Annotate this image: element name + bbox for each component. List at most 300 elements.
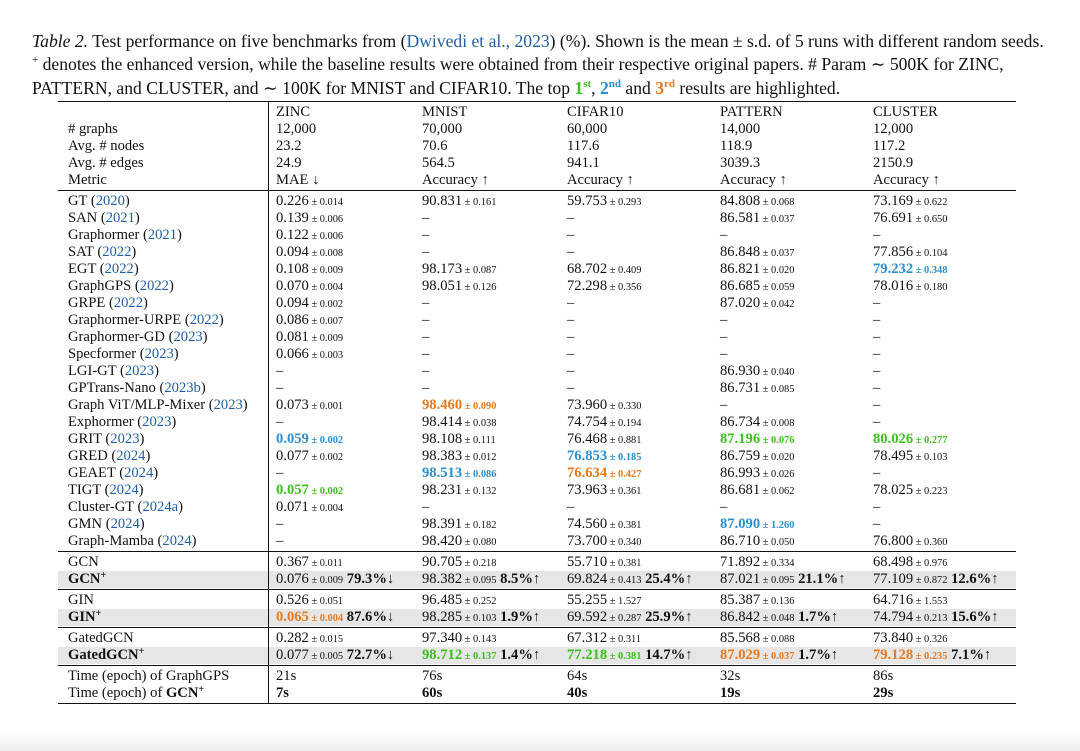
std-value: ± 0.326 [913,634,948,645]
result-cell [720,227,727,244]
result-cell [276,329,343,347]
std-value: ± 0.087 [462,265,497,276]
improvement-value: 8.5%↑ [496,571,541,587]
column-separator [268,626,269,666]
table-row [58,554,1016,571]
result-cell [873,533,947,551]
mean-value: 78.016 [873,278,914,294]
result-cell [422,482,496,500]
time-value: 7s [276,685,289,701]
result-cell [567,630,641,648]
model-label: Graph ViT/MLP-Mixer ( [68,397,214,413]
result-cell [567,380,574,397]
std-value: ± 0.143 [462,634,497,645]
result-cell [873,499,880,516]
model-label: ) [200,380,206,396]
caption-citation-link[interactable]: Dwivedi et al., 2023 [406,31,550,51]
citation-link[interactable]: 2023 [144,346,174,362]
result-cell [873,346,880,363]
result-cell [276,571,394,589]
mean-value: – [873,295,881,311]
model-label: ) [145,448,151,464]
model-name [68,261,139,278]
mean-value: 86.710 [720,533,761,549]
std-value: ± 0.111 [462,435,496,446]
result-cell [422,397,496,415]
result-cell [720,210,794,228]
result-cell [720,499,727,516]
mean-value: – [873,414,881,430]
mean-value: 55.710 [567,554,608,570]
std-value: ± 0.095 [760,575,795,586]
std-value: ± 0.881 [607,435,642,446]
stat-value: 12,000 [276,121,317,137]
model-name [68,244,136,261]
column-separator [268,102,269,191]
std-value: ± 0.381 [607,558,642,569]
table-row [58,312,1016,329]
mean-value: 98.285 [422,609,463,625]
result-cell [422,414,496,432]
std-value: ± 0.340 [607,537,642,548]
model-name [68,414,176,431]
result-cell [873,312,880,329]
std-value: ± 0.005 [308,651,344,662]
table-rule [58,190,1016,191]
stat-value: Accuracy ↑ [720,172,787,188]
result-cell [422,630,496,648]
legend-first: 1st [574,77,592,98]
mean-value: – [873,465,881,481]
model-label: GRIT ( [68,431,111,447]
result-cell [873,592,947,610]
legend-second: 2nd [599,77,621,98]
result-cell [422,516,496,534]
table-row [58,261,1016,278]
mean-value: 90.831 [422,193,463,209]
citation-link[interactable]: 2022 [189,312,219,328]
model-label: GEAET ( [68,465,125,481]
model-name [68,295,148,312]
mean-value: 98.173 [422,261,463,277]
model-label: Graph-Mamba ( [68,533,163,549]
table-rule [58,551,1016,552]
std-value: ± 0.293 [607,197,642,208]
model-name [68,448,150,465]
result-cell [720,431,794,449]
citation-link[interactable]: 2023b [164,380,201,396]
result-cell [567,346,574,363]
std-value: ± 0.252 [462,596,497,607]
table-row [58,571,1016,588]
result-cell [276,363,283,380]
std-value: ± 0.040 [760,367,795,378]
table-row [58,329,1016,346]
mean-value: 0.226 [276,193,309,209]
result-cell [873,193,947,211]
citation-link[interactable]: 2021 [147,227,178,243]
mean-value: – [873,397,881,413]
time-value: 21s [276,668,297,684]
mean-value: 55.255 [567,592,608,608]
std-value: ± 0.360 [913,537,948,548]
result-cell [422,278,496,296]
mean-value: 0.282 [276,630,309,646]
std-value: ± 0.085 [760,384,795,395]
std-value: ± 0.068 [760,197,795,208]
mean-value: – [422,295,430,311]
model-label: ) [139,431,145,447]
result-cell [276,592,343,610]
model-name [68,193,130,210]
citation-link[interactable]: 2024 [109,482,139,498]
table-row [58,155,1016,172]
result-cell [422,448,496,466]
citation-link[interactable]: 2022 [139,278,169,294]
improvement-value: 79.3%↓ [343,571,395,587]
mean-value: 0.108 [276,261,309,277]
caption-text: Test performance on five benchmarks from ( [88,31,407,51]
mean-value: – [276,363,284,379]
stat-value: 117.2 [873,138,906,154]
model-label: ) [191,533,197,549]
std-value: ± 0.137 [462,651,497,662]
mean-value: 0.077 [276,448,309,464]
mean-value: – [276,533,284,549]
model-name-enhanced [68,609,101,626]
model-name [68,516,145,533]
result-cell [422,227,429,244]
model-name [68,499,183,516]
mean-value: 84.808 [720,193,761,209]
result-cell [720,448,794,466]
std-value: ± 0.330 [607,401,642,412]
table-row [58,465,1016,482]
improvement-value: 1.9%↑ [496,609,541,625]
result-cell [720,554,794,572]
std-value: ± 0.277 [913,435,948,446]
mean-value: 86.848 [720,244,761,260]
plus-superscript: + [95,608,102,619]
model-label: SAN ( [68,210,106,226]
result-cell [873,227,880,244]
citation-link[interactable]: 2024 [124,465,154,481]
result-cell [422,244,429,261]
result-cell [720,609,838,627]
result-cell [720,592,794,610]
result-cell [422,609,540,627]
mean-value: 86.731 [720,380,761,396]
result-cell [276,295,343,313]
table-row [58,363,1016,380]
result-cell [567,571,693,589]
citation-link[interactable]: 2022 [113,295,143,311]
table-row [58,227,1016,244]
result-cell [276,431,343,449]
result-cell [873,609,999,627]
result-cell [873,554,947,572]
citation-link[interactable]: 2023 [124,363,155,379]
result-cell [422,312,429,329]
result-cell [873,380,880,397]
result-cell [873,363,880,380]
std-value: ± 0.622 [913,197,948,208]
stat-value: 2150.9 [873,155,914,171]
citation-link[interactable]: 2022 [104,261,134,277]
model-label: ) [178,499,183,515]
mean-value: 98.108 [422,431,463,447]
mean-value: 73.700 [567,533,608,549]
mean-value: 87.021 [720,571,761,587]
model-label: Graphormer-GD ( [68,329,174,345]
row-label: Avg. # nodes [68,138,145,154]
model-label: Cluster-GT ( [68,499,143,515]
mean-value: 73.960 [567,397,608,413]
result-cell [422,261,496,279]
result-cell [720,482,794,500]
result-cell [873,261,947,279]
result-cell [276,482,343,500]
time-model: GraphGPS [165,668,230,684]
mean-value: – [567,227,575,243]
result-cell [873,647,991,665]
mean-value: 86.930 [720,363,761,379]
mean-value: – [276,516,284,532]
stat-value: 23.2 [276,138,302,154]
std-value: ± 0.008 [760,418,795,429]
mean-value: 68.498 [873,554,914,570]
mean-value: 85.568 [720,630,761,646]
std-value: ± 0.161 [462,197,497,208]
mean-value: – [720,397,728,413]
mean-value: – [422,312,430,328]
model-label: ) [138,482,144,498]
result-cell [567,329,574,346]
model-name [68,380,206,397]
result-cell [873,295,880,312]
stat-value: 24.9 [276,155,302,171]
result-cell [276,380,283,397]
improvement-value: 21.1%↑ [794,571,846,587]
std-value: ± 0.007 [308,316,344,327]
model-name [68,533,196,550]
std-value: ± 0.009 [308,265,344,276]
result-cell [567,244,574,261]
citation-link[interactable]: 2024a [142,499,179,515]
mean-value: – [873,312,881,328]
mean-value: 79.128 [873,647,914,663]
table-row [58,104,1016,121]
result-cell [567,516,641,534]
time-value: 76s [422,668,443,684]
mean-value: 0.077 [276,647,309,663]
result-cell [422,592,496,610]
model-name [68,210,140,227]
model-label: Graphormer-URPE ( [68,312,190,328]
mean-value: 97.340 [422,630,463,646]
time-value: 29s [873,685,894,701]
caption-plus-superscript: + [32,54,39,67]
model-label: GRED ( [68,448,117,464]
table-row [58,138,1016,155]
table-row [58,346,1016,363]
model-name: GIN [68,592,94,608]
stat-value: Accuracy ↑ [873,172,940,188]
result-cell [720,193,794,211]
citation-link[interactable]: 2023 [173,329,203,345]
std-value: ± 0.381 [607,520,642,531]
result-cell [720,346,727,363]
std-value: ± 1.553 [913,596,948,607]
mean-value: – [422,227,430,243]
mean-value: 76.468 [567,431,608,447]
result-cell [567,261,641,279]
result-cell [720,244,794,262]
mean-value: – [567,244,575,260]
result-cell [873,244,947,262]
model-label: ) [134,210,140,226]
model-label: ) [153,465,159,481]
model-label: GIN [68,609,96,625]
result-cell [567,278,641,296]
result-cell [276,261,343,279]
std-value: ± 0.132 [462,486,497,497]
time-value: 40s [567,685,588,701]
mean-value: 0.094 [276,295,309,311]
mean-value: 76.853 [567,448,608,464]
stat-value: Accuracy ↑ [567,172,634,188]
mean-value: 87.090 [720,516,761,532]
time-value: 86s [873,668,894,684]
std-value: ± 0.004 [308,282,344,293]
table-row [58,172,1016,189]
mean-value: 77.856 [873,244,914,260]
result-cell [567,431,641,449]
mean-value: 69.592 [567,609,608,625]
time-row-label [68,668,229,685]
mean-value: 86.821 [720,261,761,277]
citation-link[interactable]: 2020 [95,193,125,209]
caption-text: denotes the enhanced version, while the baseline results were obtained from their respective original papers. # Param ∼ 500K for ZINC, PATTERN, and CLUSTER, and ∼ 100K for MNIST and CIFAR10. The top [32,54,1004,98]
mean-value: 86.759 [720,448,761,464]
mean-value: 0.526 [276,592,309,608]
result-cell [276,210,343,228]
mean-value: 98.382 [422,571,463,587]
result-cell [873,431,947,449]
mean-value: 87.029 [720,647,761,663]
citation-link[interactable]: 2023 [110,431,140,447]
result-cell [567,465,641,483]
table-row [58,380,1016,397]
citation-link[interactable]: 2024 [162,533,192,549]
stat-value: 14,000 [720,121,761,137]
result-cell [422,533,496,551]
result-cell [720,380,794,398]
stat-value: MAE ↓ [276,172,320,188]
model-name [68,397,248,414]
model-label: GRPE ( [68,295,114,311]
result-cell [276,499,343,517]
std-value: ± 0.002 [308,486,344,497]
model-name [68,465,158,482]
mean-value: 0.071 [276,499,309,515]
std-value: ± 0.095 [462,575,497,586]
model-label: ) [218,312,224,328]
std-value: ± 0.182 [462,520,497,531]
plus-superscript: + [138,646,145,657]
result-cell [276,609,394,627]
std-value: ± 0.103 [913,452,948,463]
std-value: ± 0.348 [913,265,948,276]
result-cell [422,363,429,380]
citation-link[interactable]: 2023 [142,414,172,430]
table-row [58,482,1016,499]
column-header: CIFAR10 [567,104,624,120]
table-row [58,193,1016,210]
citation-link[interactable]: 2021 [105,210,135,226]
mean-value: – [873,363,881,379]
column-separator [268,189,269,552]
mean-value: 59.753 [567,193,608,209]
mean-value: – [567,346,575,362]
mean-value: 74.794 [873,609,914,625]
std-value: ± 0.311 [607,634,642,645]
result-cell [422,329,429,346]
std-value: ± 0.009 [308,333,344,344]
mean-value: – [422,329,430,345]
column-separator [268,550,269,590]
caption-text: , [591,77,600,98]
citation-link[interactable]: 2023 [213,397,243,413]
table-row [58,121,1016,138]
result-cell [276,346,343,364]
citation-link[interactable]: 2024 [116,448,146,464]
std-value: ± 0.090 [462,401,497,412]
mean-value: – [873,499,881,515]
legend-third: 3rd [655,77,675,98]
model-label: GraphGPS ( [68,278,140,294]
result-cell [422,554,496,572]
mean-value: – [873,516,881,532]
citation-link[interactable]: 2024 [110,516,140,532]
column-header: ZINC [276,104,311,120]
std-value: ± 0.006 [308,214,344,225]
result-cell [873,516,880,533]
mean-value: 78.025 [873,482,914,498]
mean-value: – [873,227,881,243]
model-label: EGT ( [68,261,105,277]
model-label: TIGT ( [68,482,110,498]
result-cell [873,329,880,346]
mean-value: – [422,363,430,379]
model-label: ) [177,227,182,243]
std-value: ± 0.015 [308,634,344,645]
result-cell [720,533,794,551]
citation-link[interactable]: 2022 [102,244,132,260]
mean-value: 98.231 [422,482,463,498]
result-cell [422,295,429,312]
result-cell [276,630,343,648]
mean-value: 0.057 [276,482,309,498]
mean-value: 0.073 [276,397,309,413]
stat-value: 564.5 [422,155,455,171]
std-value: ± 0.104 [913,248,948,259]
stat-value: 117.6 [567,138,600,154]
mean-value: 0.367 [276,554,309,570]
result-cell [422,431,496,449]
std-value: ± 0.976 [913,558,948,569]
std-value: ± 0.334 [760,558,795,569]
